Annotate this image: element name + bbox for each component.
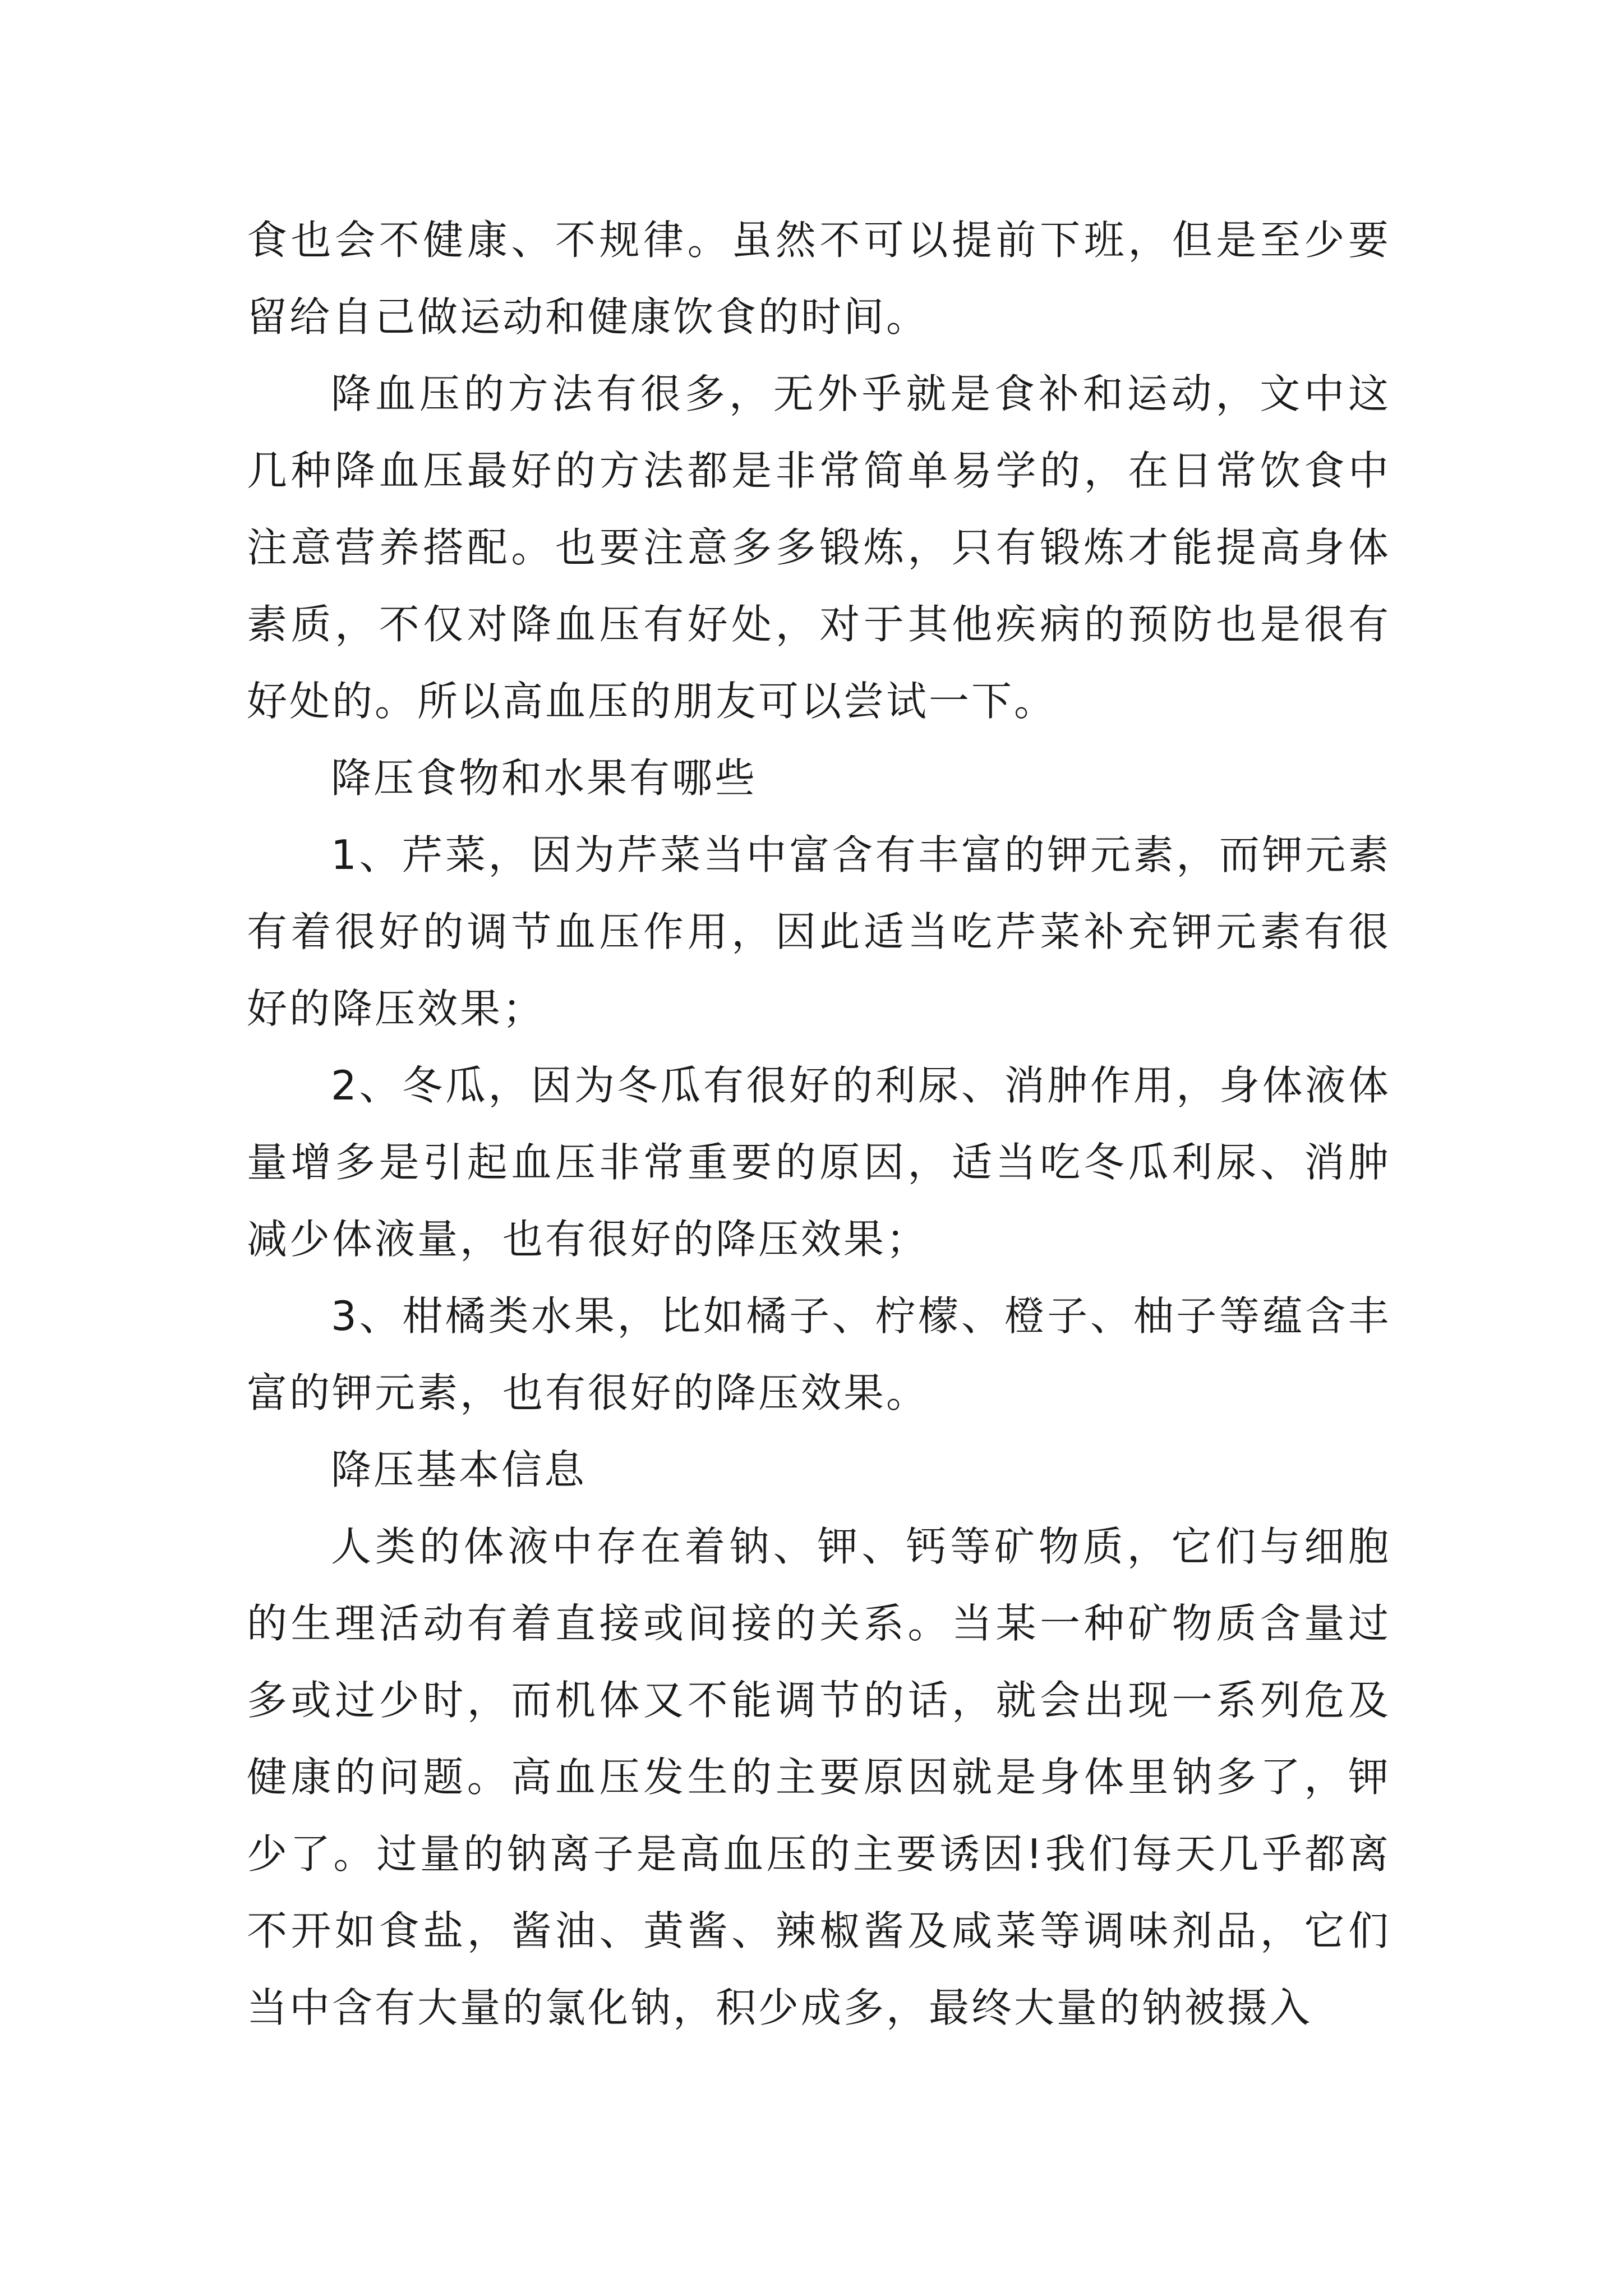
list-item-citrus: 3、柑橘类水果，比如橘子、柠檬、橙子、柚子等蕴含丰富的钾元素，也有很好的降压效果。 [247, 1292, 1391, 1416]
paragraph-continuation: 食也会不健康、不规律。虽然不可以提前下班，但是至少要留给自己做运动和健康饮食的时间。 [247, 217, 1391, 341]
list-item-celery: 1、芹菜，因为芹菜当中富含有丰富的钾元素，而钾元素有着很好的调节血压作用，因此适当吃芹菜补充钾元素有很好的降压效果； [247, 831, 1391, 1032]
section-heading-basic-info: 降压基本信息 [331, 1446, 587, 1493]
section-heading-foods-fruits: 降压食物和水果有哪些 [331, 754, 758, 802]
list-item-winter-melon: 2、冬瓜，因为冬瓜有很好的利尿、消肿作用，身体液体量增多是引起血压非常重要的原因，适当吃冬瓜利尿、消肿减少体液量，也有很好的降压效果； [247, 1062, 1391, 1263]
paragraph-minerals: 人类的体液中存在着钠、钾、钙等矿物质，它们与细胞的生理活动有着直接或间接的关系。当某一种矿物质含量过多或过少时，而机体又不能调节的话，就会出现一系列危及健康的问题。高血压发生的主要原因就是身体里钠多了，钾少了。过量的钠离子是高血压的主要诱因!我们每天几乎都离不开如食盐，酱油、黄酱、辣椒酱及咸菜等调味剂品，它们当中含有大量的氯化钠，积少成多，最终大量的钠被摄入 [247, 1523, 1391, 2031]
document-body [247, 202, 1391, 2046]
paragraph-blood-pressure-methods: 降血压的方法有很多，无外乎就是食补和运动，文中这几种降血压最好的方法都是非常简单易学的，在日常饮食中注意营养搭配。也要注意多多锻炼，只有锻炼才能提高身体素质，不仅对降血压有好处，对于其他疾病的预防也是很有好处的。所以高血压的朋友可以尝试一下。 [247, 370, 1391, 725]
